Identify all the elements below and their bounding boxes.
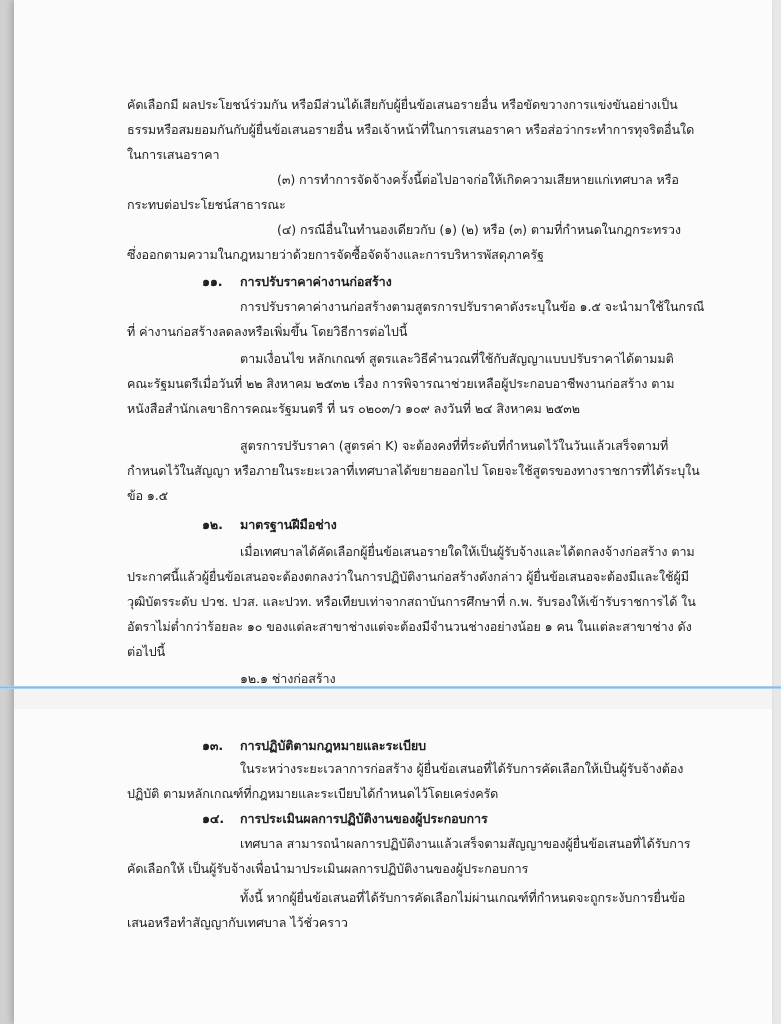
body-line: (๔) กรณีอื่นในทำนองเดียวกับ (๑) (๒) หรือ (๓) ตามที่กำหนดในกฎกระทรวง bbox=[277, 222, 681, 237]
body-line: หนังสือสำนักเลขาธิการคณะรัฐมนตรี ที่ นร ๐๒๐๓/ว ๑๐๙ ลงวันที่ ๒๔ สิงหาคม ๒๕๓๒ bbox=[127, 401, 580, 416]
body-line: คัดเลือกมี ผลประโยชน์ร่วมกัน หรือมีส่วนได้เสียกับผู้ยื่นข้อเสนอรายอื่น หรือขัดขวางการแข่งขันอย่างเป็น bbox=[127, 97, 678, 112]
body-line: คัดเลือกให้ เป็นผู้รับจ้างเพื่อนำมาประเมินผลการปฏิบัติงานของผู้ประกอบการ bbox=[127, 861, 529, 876]
section-12-heading: มาตรฐานฝีมือช่าง bbox=[240, 517, 337, 532]
body-line: กระทบต่อประโยชน์สาธารณะ bbox=[127, 197, 286, 212]
body-line: ตามเงื่อนไข หลักเกณฑ์ สูตรและวิธีคำนวณที่ใช้กับสัญญาแบบปรับราคาได้ตามมติ bbox=[240, 351, 674, 366]
left-page-edge bbox=[0, 0, 14, 1024]
section-13-heading: การปฏิบัติตามกฎหมายและระเบียบ bbox=[240, 738, 427, 753]
body-line: เทศบาล สามารถนำผลการปฏิบัติงานแล้วเสร็จตามสัญญาของผู้ยื่นข้อเสนอที่ได้รับการ bbox=[240, 836, 691, 851]
subitem-12-1: ๑๒.๑ ช่างก่อสร้าง bbox=[240, 671, 336, 686]
body-line: เสนอหรือทำสัญญากับเทศบาล ไว้ชั่วคราว bbox=[127, 915, 348, 930]
body-line: ที่ ค่างานก่อสร้างลดลงหรือเพิ่มขึ้น โดยวิธีการต่อไปนี้ bbox=[127, 324, 408, 339]
body-line: ปฏิบัติ ตามหลักเกณฑ์ที่กฎหมายและระเบียบได้กำหนดไว้โดยเคร่งครัด bbox=[127, 786, 499, 801]
body-line: ต่อไปนี้ bbox=[127, 644, 166, 659]
body-line: (๓) การทำการจัดจ้างครั้งนี้ต่อไปอาจก่อให้เกิดความเสียหายแก่เทศบาล หรือ bbox=[277, 172, 679, 187]
body-line: วุฒิบัตรระดับ ปวช. ปวส. และปวท. หรือเทียบเท่าจากสถาบันการศึกษาที่ ก.พ. รับรองให้เข้ารับราชการได้ ใน bbox=[127, 594, 696, 609]
body-line: ธรรมหรือสมยอมกันกับผู้ยื่นข้อเสนอรายอื่น หรือเจ้าหน้าที่ในการเสนอราคา หรือส่อว่ากระทำการทุจริตอื่นใด bbox=[127, 122, 695, 137]
body-line: เมื่อเทศบาลได้คัดเลือกผู้ยื่นข้อเสนอรายใดให้เป็นผู้รับจ้างและได้ตกลงจ้างก่อสร้าง ตาม bbox=[240, 544, 695, 559]
body-line: คณะรัฐมนตรีเมื่อวันที่ ๒๒ สิงหาคม ๒๕๓๒ เรื่อง การพิจารณาช่วยเหลือผู้ประกอบอาชีพงานก่อสร้าง ตาม bbox=[127, 376, 675, 391]
section-14-number: ๑๔. bbox=[202, 811, 225, 826]
body-line: ในการเสนอราคา bbox=[127, 147, 220, 162]
body-line: สูตรการปรับราคา (สูตรค่า K) จะต้องคงที่ที่ระดับที่กำหนดไว้ในวันแล้วเสร็จตามที่ bbox=[240, 438, 669, 453]
body-line: ประกาศนี้แล้วผู้ยื่นข้อเสนอจะต้องตกลงว่าในการปฏิบัติงานก่อสร้างดังกล่าว ผู้ยื่นข้อเสนอจะต้องมีและใช้ผู้มี bbox=[127, 569, 689, 584]
body-line: อัตราไม่ต่ำกว่าร้อยละ ๑๐ ของแต่ละสาขาช่างแต่จะต้องมีจำนวนช่างอย่างน้อย ๑ คน ในแต่ละสาขาช่าง ดัง bbox=[127, 619, 692, 634]
section-14-heading: การประเมินผลการปฏิบัติงานของผู้ประกอบการ bbox=[240, 811, 488, 826]
body-line: กำหนดไว้ในสัญญา หรือภายในระยะเวลาที่เทศบาลได้ขยายออกไป โดยจะใช้สูตรของทางราชการที่ได้ระบุใน bbox=[127, 463, 700, 478]
body-line: ทั้งนี้ หากผู้ยื่นข้อเสนอที่ได้รับการคัดเลือกไม่ผ่านเกณฑ์ที่กำหนดจะถูกระงับการยื่นข้อ bbox=[240, 890, 686, 905]
section-11-number: ๑๑. bbox=[202, 274, 223, 289]
body-line: ซึ่งออกตามความในกฎหมายว่าด้วยการจัดซื้อจัดจ้างและการบริหารพัสดุภาครัฐ bbox=[127, 247, 544, 262]
body-line: การปรับราคาค่างานก่อสร้างตามสูตรการปรับราคาดังระบุในข้อ ๑.๕ จะนำมาใช้ในกรณี bbox=[240, 299, 705, 314]
body-line: ในระหว่างระยะเวลาการก่อสร้าง ผู้ยื่นข้อเสนอที่ได้รับการคัดเลือกให้เป็นผู้รับจ้างต้อง bbox=[240, 761, 684, 776]
section-13-number: ๑๓. bbox=[202, 738, 224, 753]
section-11-heading: การปรับราคาค่างานก่อสร้าง bbox=[240, 274, 392, 289]
body-line: ข้อ ๑.๕ bbox=[127, 488, 169, 503]
section-12-number: ๑๒. bbox=[202, 517, 223, 532]
page-gap bbox=[14, 689, 772, 709]
